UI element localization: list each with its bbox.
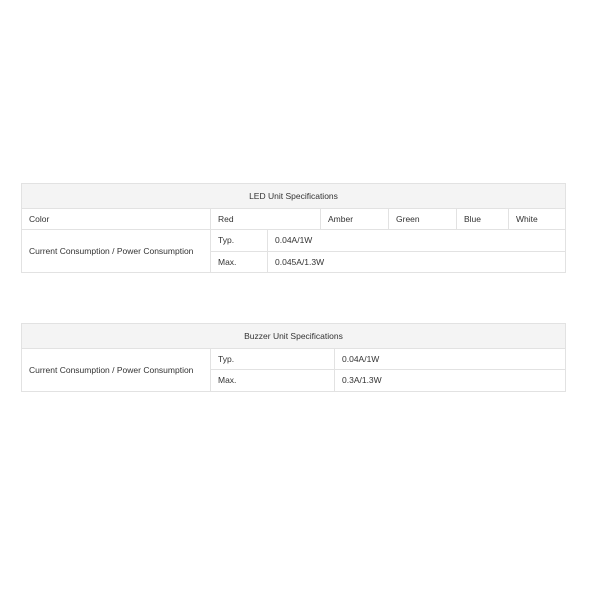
- buzzer-unit-specifications-table: [21, 323, 566, 392]
- led-typ-value: 0.04A/1W: [268, 230, 566, 251]
- led-max-value: 0.045A/1.3W: [268, 251, 566, 272]
- led-color-red: Red: [211, 209, 321, 230]
- buzzer-typ-value: 0.04A/1W: [335, 349, 566, 370]
- led-consumption-label: Current Consumption / Power Consumption: [22, 230, 211, 272]
- table-row: [22, 184, 566, 209]
- table-row: [22, 230, 566, 251]
- led-max-type: Max.: [211, 251, 268, 272]
- led-typ-type: Typ.: [211, 230, 268, 251]
- led-color-white: White: [509, 209, 566, 230]
- table-row: [22, 209, 566, 230]
- table-row: [22, 324, 566, 349]
- led-color-amber: Amber: [321, 209, 389, 230]
- led-color-blue: Blue: [457, 209, 509, 230]
- led-color-green: Green: [389, 209, 457, 230]
- led-table-caption: LED Unit Specifications: [22, 184, 566, 209]
- buzzer-typ-type: Typ.: [211, 349, 335, 370]
- led-color-label: Color: [22, 209, 211, 230]
- buzzer-max-value: 0.3A/1.3W: [335, 370, 566, 391]
- led-unit-specifications-table: [21, 183, 566, 273]
- buzzer-table-caption: Buzzer Unit Specifications: [22, 324, 566, 349]
- buzzer-consumption-label: Current Consumption / Power Consumption: [22, 349, 211, 391]
- buzzer-max-type: Max.: [211, 370, 335, 391]
- table-row: [22, 349, 566, 370]
